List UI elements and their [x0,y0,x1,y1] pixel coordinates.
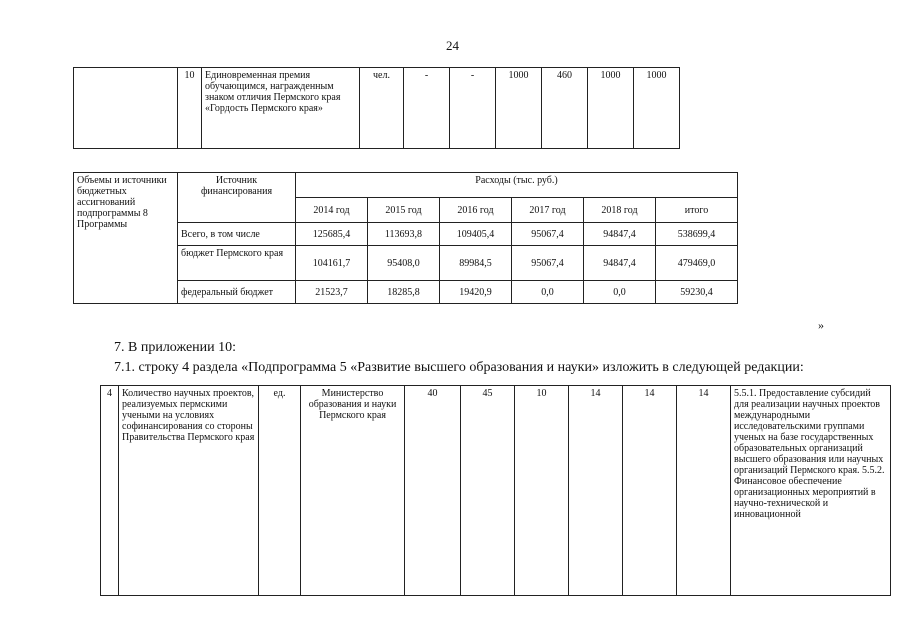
value-cell: 1000 [634,68,680,149]
value-cell: 104161,7 [296,246,368,281]
expenses-header: Расходы (тыс. руб.) [296,173,738,198]
empty-cell [74,68,178,149]
value-cell: 1000 [588,68,634,149]
measures-text: 5.5.1. Предоставление субсидий для реализации научных проектов международными исследовательскими группами ученых на базе государственных образовательных организаций высшего образования или научных организаций Пермского края. 5.5.2. Финансовое обеспечение организационных мероприятий в научно-технической и инновационной [731,386,891,596]
source-label: Всего, в том числе [178,223,296,246]
value-cell: 538699,4 [656,223,738,246]
instruction-text: 7.1. строку 4 раздела «Подпрограмма 5 «Развитие высшего образования и науки» изложить в следующей редакции: [114,360,804,375]
value-cell: 18285,8 [368,281,440,304]
value-cell: 14 [623,386,677,596]
funding-table [73,172,738,304]
value-cell: 95067,4 [512,246,584,281]
closing-quote: » [818,318,824,332]
value-cell: 460 [542,68,588,149]
value-cell: 14 [569,386,623,596]
source-label: бюджет Пермского края [178,246,296,281]
source-header: Источник финансирования [178,173,296,223]
award-table [73,67,680,149]
table-row [101,386,891,596]
page-number: 24 [446,38,459,53]
value-cell: 95408,0 [368,246,440,281]
value-cell: - [450,68,496,149]
ministry-name: Министерство образования и науки Пермского края [301,386,405,596]
value-cell: 40 [405,386,461,596]
value-cell: 19420,9 [440,281,512,304]
year-header: 2016 год [440,198,512,223]
value-cell: 479469,0 [656,246,738,281]
row-unit: ед. [259,386,301,596]
year-header: 2014 год [296,198,368,223]
total-header: итого [656,198,738,223]
table-header-row [74,173,738,198]
year-header: 2017 год [512,198,584,223]
year-header: 2015 год [368,198,440,223]
value-cell: - [404,68,450,149]
row-label: Объемы и источники бюджетных ассигнований подпрограммы 8 Программы [74,173,178,304]
value-cell: 125685,4 [296,223,368,246]
value-cell: 95067,4 [512,223,584,246]
value-cell: 1000 [496,68,542,149]
value-cell: 0,0 [584,281,656,304]
indicator-table [100,385,891,596]
value-cell: 10 [515,386,569,596]
section-heading: 7. В приложении 10: [114,340,237,355]
row-number: 10 [178,68,202,149]
table-row [74,68,680,149]
value-cell: 14 [677,386,731,596]
value-cell: 89984,5 [440,246,512,281]
indicator-name: Количество научных проектов, реализуемых пермскими учеными на условиях софинансирования со стороны Правительства Пермского края [119,386,259,596]
source-label: федеральный бюджет [178,281,296,304]
value-cell: 94847,4 [584,223,656,246]
value-cell: 45 [461,386,515,596]
value-cell: 94847,4 [584,246,656,281]
value-cell: 59230,4 [656,281,738,304]
value-cell: 109405,4 [440,223,512,246]
row-name: Единовременная премия обучающимся, награжденным знаком отличия Пермского края «Гордость Пермского края» [202,68,360,149]
value-cell: 0,0 [512,281,584,304]
value-cell: 113693,8 [368,223,440,246]
row-unit: чел. [360,68,404,149]
value-cell: 21523,7 [296,281,368,304]
year-header: 2018 год [584,198,656,223]
row-number: 4 [101,386,119,596]
